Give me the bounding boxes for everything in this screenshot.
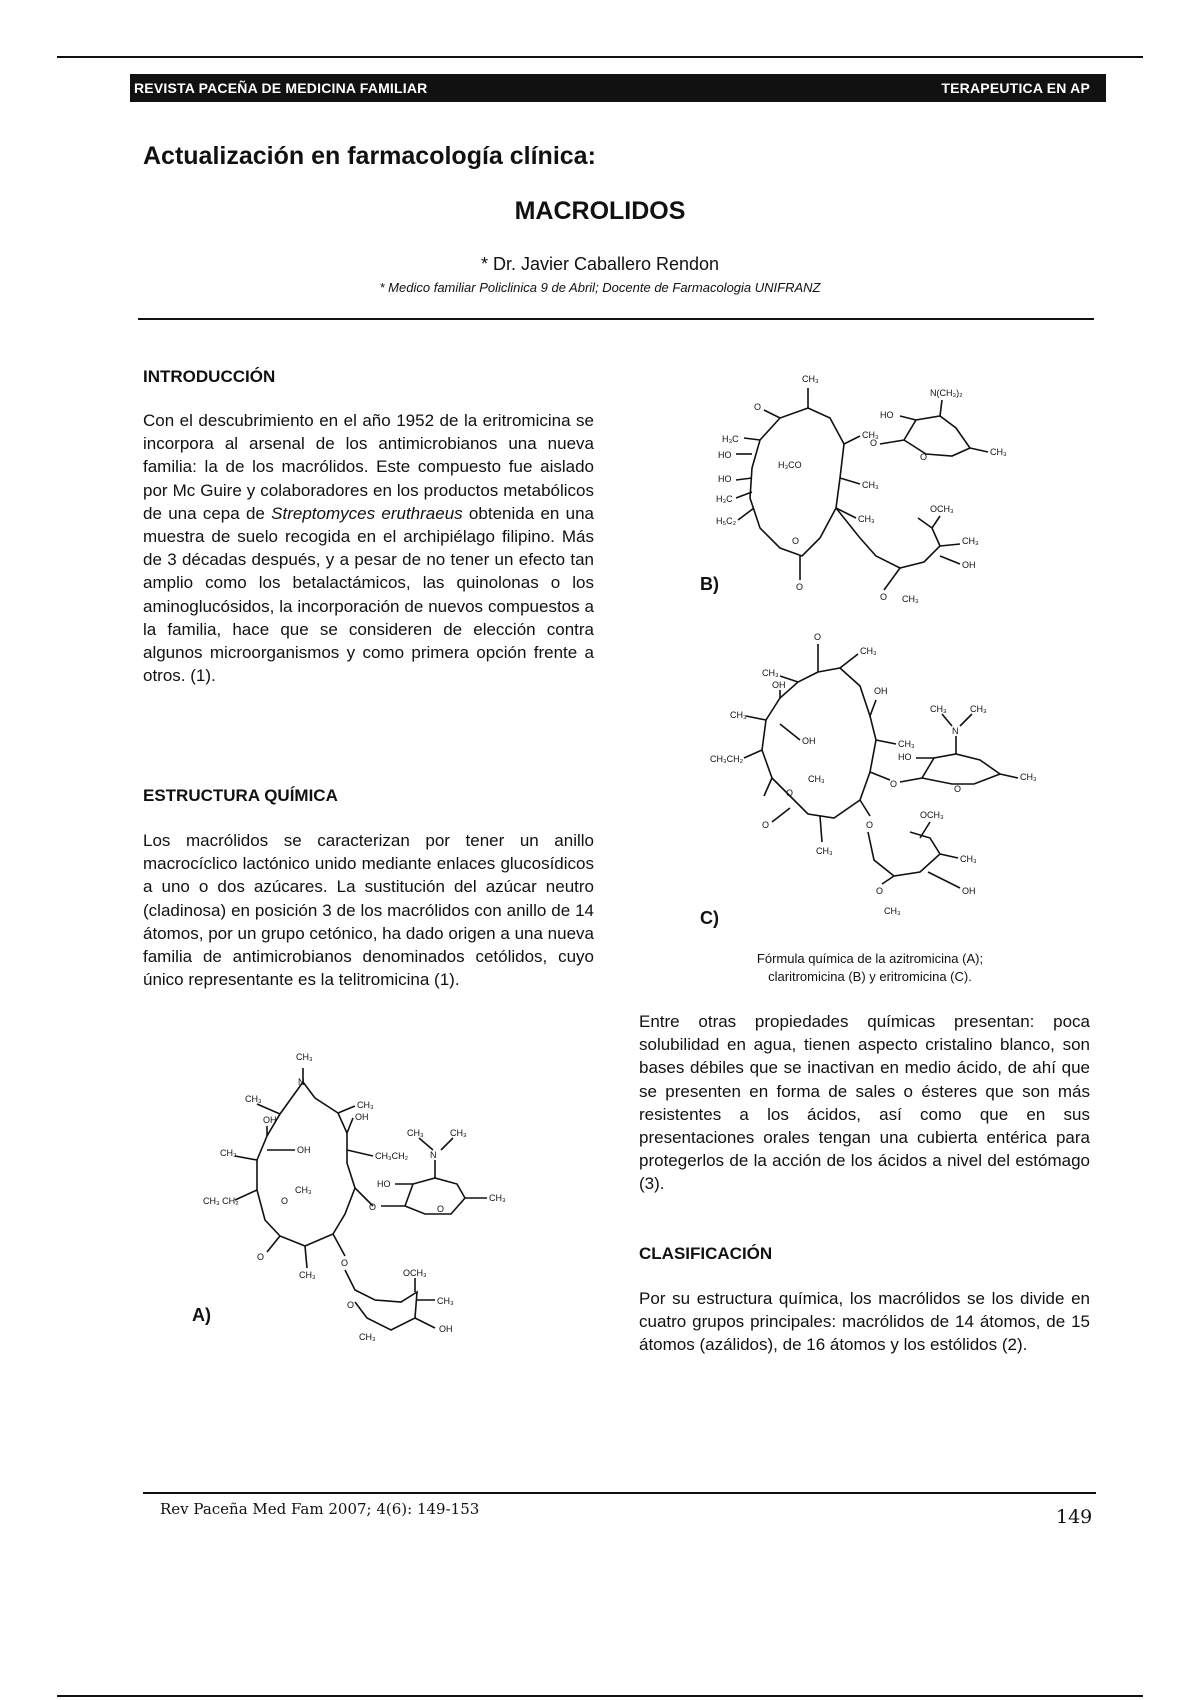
properties-paragraph: Entre otras propiedades químicas presentan: poca solubilidad en agua, tienen aspecto cristalino blanco, son bases débiles que se inactivan en medio ácido, de ahí que se presenten en forma de sales o ésteres que son más resistentes a los ácidos, así como que en sus presentaciones orales tengan una cubierta entérica para protegerlos de la acción de los ácidos a nivel del estómago (3). (639, 1012, 1090, 1194)
svg-text:OH: OH (962, 886, 976, 896)
clarithromycin-structure (716, 368, 1040, 608)
svg-text:O: O (786, 788, 794, 798)
svg-text:CH₃: CH₃ (220, 1148, 237, 1158)
svg-text:CH₃: CH₃ (902, 594, 919, 604)
svg-text:CH₃: CH₃ (808, 774, 825, 784)
figure-b-label: B) (700, 574, 719, 594)
svg-text:OCH₃: OCH₃ (930, 504, 954, 514)
svg-text:OH: OH (772, 680, 786, 690)
svg-text:CH₃: CH₃ (437, 1296, 454, 1306)
svg-text:O: O (792, 536, 800, 546)
svg-text:CH₃: CH₃ (357, 1100, 374, 1110)
structure-paragraph: Los macrólidos se caracterizan por tener un anillo macrocíclico lactónico unido mediante enlaces glucosídicos a uno o dos azúcares. La sustitución del azúcar neutro (cladinosa) en posición 3 de los macrólidos con anillo de 14 átomos, por un grupo cetónico, ha dado origen a una nueva familia de antimicrobianos denominados cetólidos, cuyo único representante es la telitromicina (1). (143, 831, 594, 990)
svg-text:CH₃CH₂: CH₃CH₂ (710, 754, 744, 764)
svg-text:CH₃: CH₃ (762, 668, 779, 678)
svg-text:O: O (880, 592, 888, 602)
svg-text:N: N (298, 1077, 305, 1087)
svg-text:CH₃: CH₃ (960, 854, 977, 864)
footer-divider (143, 1492, 1096, 1494)
svg-text:O: O (866, 820, 874, 830)
svg-text:O: O (814, 632, 822, 642)
svg-text:CH₃: CH₃ (970, 704, 987, 714)
svg-text:CH₃: CH₃ (295, 1185, 312, 1195)
svg-text:O: O (281, 1196, 289, 1206)
svg-text:CH₃: CH₃ (296, 1052, 313, 1062)
svg-text:CH₃: CH₃ (858, 514, 875, 524)
page-bottom-rule (57, 1695, 1143, 1697)
footer-citation: Rev Paceña Med Fam 2007; 4(6): 149-153 (160, 1500, 480, 1518)
svg-text:CH₃: CH₃ (860, 646, 877, 656)
svg-text:OH: OH (962, 560, 976, 570)
svg-text:O: O (796, 582, 804, 592)
intro-heading: INTRODUCCIÓN (143, 367, 276, 386)
svg-text:O: O (762, 820, 770, 830)
svg-text:O: O (920, 452, 928, 462)
svg-text:CH₃: CH₃ (245, 1094, 262, 1104)
svg-text:HO: HO (377, 1179, 391, 1189)
svg-text:CH₃: CH₃ (299, 1270, 316, 1280)
section-name: TERAPEUTICA EN AP (941, 80, 1090, 96)
svg-text:HO: HO (718, 450, 732, 460)
svg-text:OH: OH (263, 1115, 277, 1125)
svg-text:OH: OH (297, 1145, 311, 1155)
azithromycin-structure (195, 1038, 535, 1353)
svg-text:CH₃: CH₃ (802, 374, 819, 384)
svg-text:CH₃: CH₃ (816, 846, 833, 856)
svg-text:CH₃: CH₃ (962, 536, 979, 546)
svg-text:CH₃: CH₃ (450, 1128, 467, 1138)
svg-text:O: O (870, 438, 878, 448)
classification-paragraph: Por su estructura química, los macrólidos se los divide en cuatro grupos principales: macrólidos de 14 átomos, de 15 átomos (azálidos), de 16 átomos y los estólidos (2). (639, 1289, 1090, 1355)
svg-text:N: N (430, 1150, 437, 1160)
svg-text:OCH₃: OCH₃ (920, 810, 944, 820)
svg-text:O: O (890, 779, 898, 789)
figure-caption: Fórmula química de la azitromicina (A); claritromicina (B) y eritromicina (C). (756, 951, 984, 984)
svg-text:CH₃: CH₃ (489, 1193, 506, 1203)
journal-header-bar (130, 74, 1106, 102)
svg-text:OH: OH (355, 1112, 369, 1122)
figure-c-label: C) (700, 908, 719, 928)
svg-text:CH₃: CH₃ (862, 430, 879, 440)
svg-text:CH₃: CH₃ (407, 1128, 424, 1138)
svg-text:N: N (952, 726, 959, 736)
svg-text:CH₃: CH₃ (862, 480, 879, 490)
svg-text:CH₃: CH₃ (1020, 772, 1037, 782)
structure-heading: ESTRUCTURA QUÍMICA (143, 786, 338, 805)
svg-text:HO: HO (880, 410, 894, 420)
svg-text:CH₃: CH₃ (359, 1332, 376, 1342)
svg-text:N(CH₃)₂: N(CH₃)₂ (930, 388, 963, 398)
svg-text:O: O (876, 886, 884, 896)
svg-text:O: O (369, 1202, 377, 1212)
svg-text:H₃C: H₃C (722, 434, 739, 444)
svg-text:OH: OH (802, 736, 816, 746)
figure-a-label: A) (192, 1305, 211, 1325)
svg-text:O: O (347, 1300, 355, 1310)
page-top-rule (57, 56, 1143, 58)
svg-text:CH₃CH₂: CH₃CH₂ (375, 1151, 409, 1161)
svg-text:H₃CO: H₃CO (778, 460, 802, 470)
svg-text:OCH₃: OCH₃ (403, 1268, 427, 1278)
svg-text:O: O (341, 1258, 349, 1268)
svg-text:O: O (437, 1204, 445, 1214)
article-title: MACROLIDOS (514, 197, 686, 225)
svg-text:H₃C: H₃C (716, 494, 733, 504)
article-kicker: Actualización en farmacología clínica: (143, 142, 596, 170)
erythromycin-structure (690, 632, 1040, 942)
svg-text:CH₃ CH₂: CH₃ CH₂ (203, 1196, 239, 1206)
svg-text:HO: HO (898, 752, 912, 762)
svg-text:CH₃: CH₃ (898, 739, 915, 749)
svg-text:OH: OH (874, 686, 888, 696)
svg-text:OH: OH (439, 1324, 453, 1334)
intro-paragraph: Con el descubrimiento en el año 1952 de la eritromicina se incorpora al arsenal de los antimicrobianos una nueva familia: la de los macrólidos. Este compuesto fue aislado por Mc Guire y colaboradores en los productos metabólicos de una cepa de Streptomyces eruthraeus obtenida en una muestra de suelo recogida en el archipiélago filipino. Más de 3 décadas después, y a pesar de no tener un efecto tan amplio como los betalactámicos, las quinolonas o los aminoglucósidos, la incorporación de nuevos compuestos a la familia, hace que se consideren de elección contra algunos microorganismos y como primera opción frente a otros. (1). (143, 411, 594, 686)
svg-text:CH₃: CH₃ (930, 704, 947, 714)
svg-text:O: O (257, 1252, 265, 1262)
svg-text:O: O (954, 784, 962, 794)
journal-name: REVISTA PACEÑA DE MEDICINA FAMILIAR (134, 80, 428, 96)
svg-text:H₅C₂: H₅C₂ (716, 516, 737, 526)
article-author: * Dr. Javier Caballero Rendon (480, 254, 720, 274)
svg-text:O: O (754, 402, 762, 412)
page-number: 149 (1056, 1506, 1093, 1528)
svg-text:CH₃: CH₃ (730, 710, 747, 720)
svg-text:CH₃: CH₃ (990, 447, 1007, 457)
svg-text:HO: HO (718, 474, 732, 484)
author-affiliation: * Medico familiar Policlinica 9 de Abril; Docente de Farmacologia UNIFRANZ (379, 280, 821, 295)
classification-heading: CLASIFICACIÓN (639, 1244, 773, 1263)
svg-text:CH₃: CH₃ (884, 906, 901, 916)
title-divider (138, 318, 1094, 320)
